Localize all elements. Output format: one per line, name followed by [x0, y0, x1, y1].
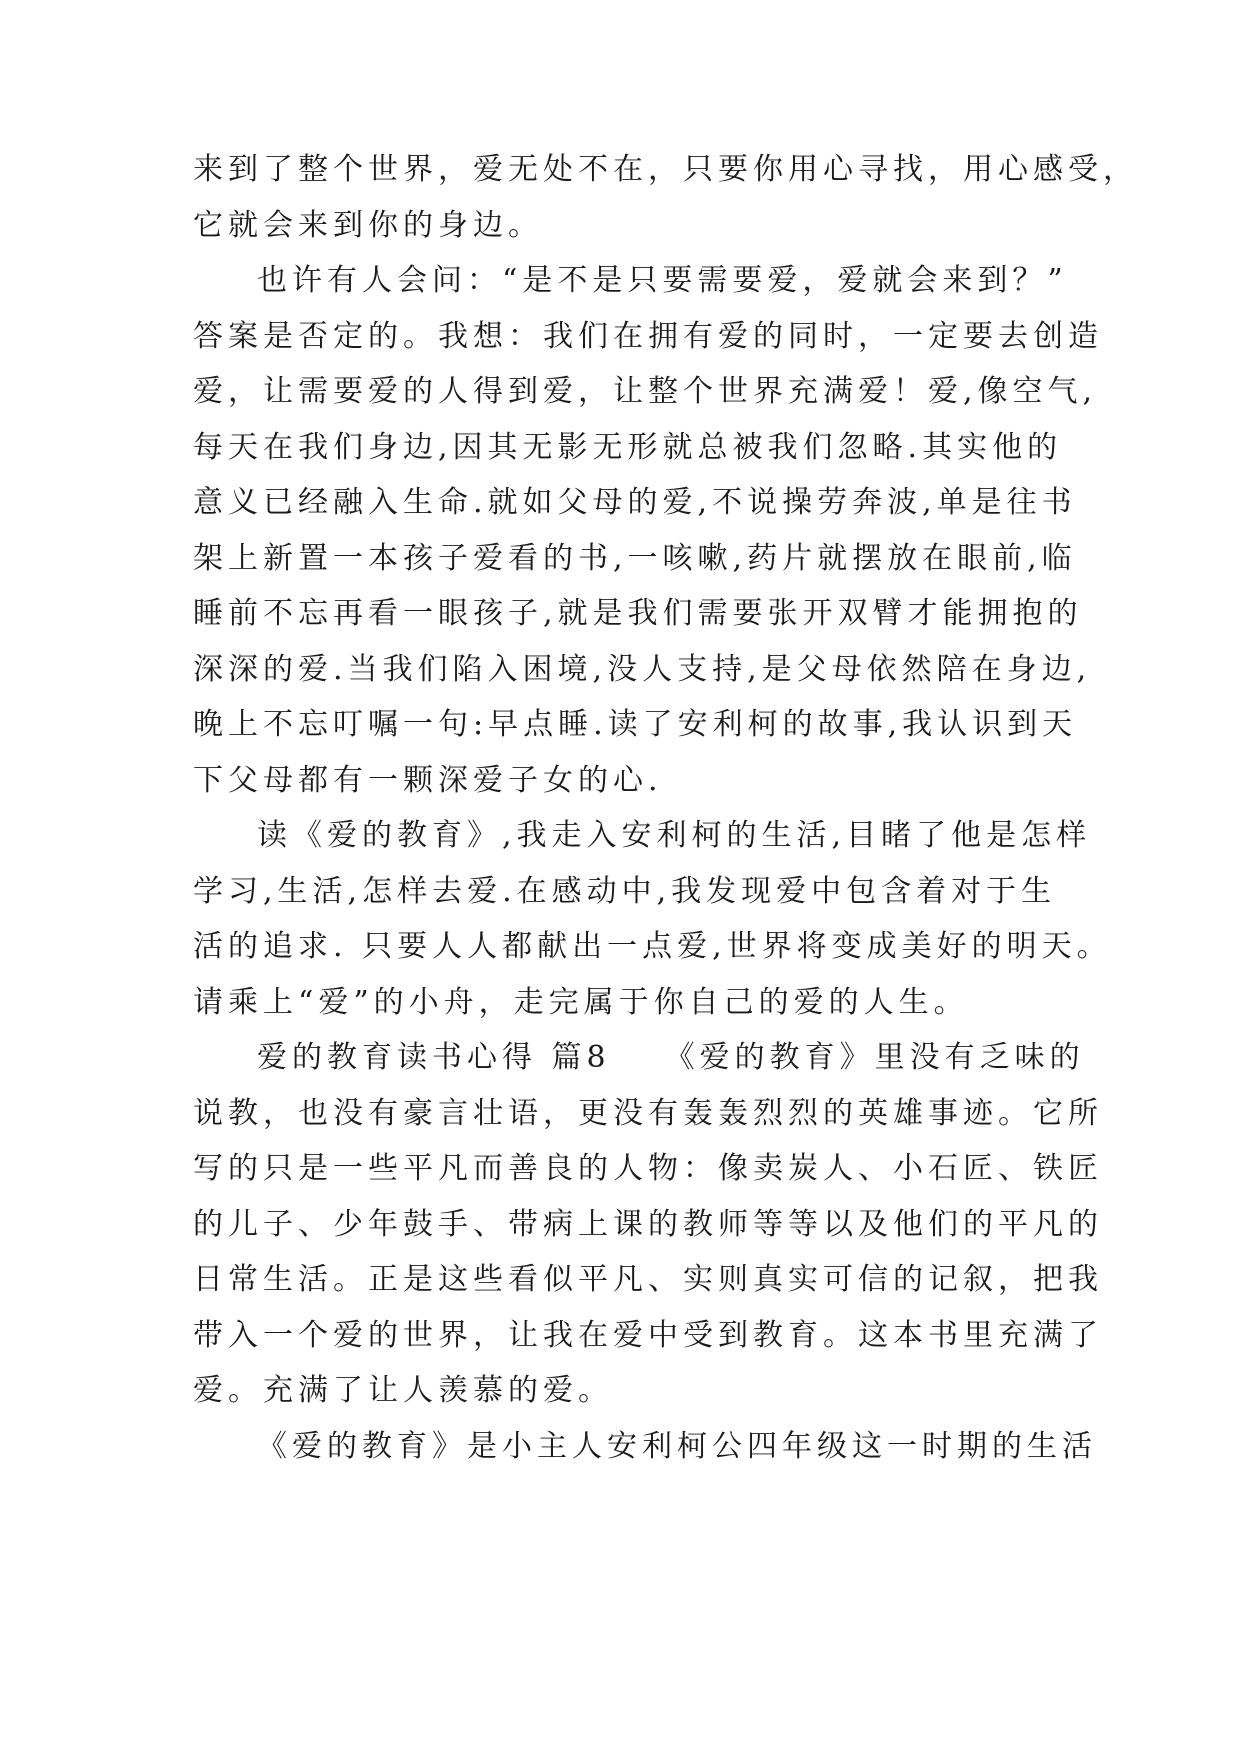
text-line: 学习,生活,怎样去爱.在感动中,我发现爱中包含着对于生 — [193, 873, 1057, 909]
section-first-line — [193, 1030, 1085, 1086]
text-line: 它就会来到你的身边。 — [193, 207, 543, 243]
text-line: 答案是否定的。我想：我们在拥有爱的同时，一定要去创造 — [193, 318, 1103, 354]
text-line: 也许有人会问：“是不是只要需要爱，爱就会来到？” — [257, 263, 1068, 298]
text-line: 的儿子、少年鼓手、带病上课的教师等等以及他们的平凡的 — [193, 1206, 1103, 1242]
text-line: 来到了整个世界，爱无处不在，只要你用心寻找，用心感受， — [193, 152, 1138, 187]
text-line: 请乘上“爱”的小舟，走完属于你自己的爱的人生。 — [193, 984, 969, 1020]
document-page — [193, 142, 1138, 1474]
text-line: 晚上不忘叮嘱一句:早点睡.读了安利柯的故事,我认识到天 — [193, 707, 1078, 742]
text-line: 活的追求. 只要人人都献出一点爱,世界将变成美好的明天。 — [193, 929, 1112, 964]
text-line: 意义已经融入生命.就如父母的爱,不说操劳奔波,单是往书 — [193, 485, 1077, 520]
last-paragraph — [193, 1419, 1097, 1475]
paragraph-2 — [193, 253, 1103, 808]
text-line: 读《爱的教育》,我走入安利柯的生活,目睹了他是怎样 — [257, 818, 1092, 853]
text-line: 带入一个爱的世界，让我在爱中受到教育。这本书里充满了 — [193, 1317, 1103, 1353]
section-first-line-text: 《爱的教育》里没有乏味的 — [664, 1040, 1085, 1075]
text-line: 爱。充满了让人羡慕的爱。 — [193, 1373, 613, 1408]
text-line: 写的只是一些平凡而善良的人物：像卖炭人、小石匠、铁匠 — [193, 1151, 1103, 1186]
section-paragraph — [193, 1030, 1103, 1419]
text-line: 睡前不忘再看一眼孩子,就是我们需要张开双臂才能拥抱的 — [193, 596, 1083, 631]
text-line: 下父母都有一颗深爱子女的心. — [193, 762, 663, 798]
text-line: 深深的爱.当我们陷入困境,没人支持,是父母依然陪在身边, — [193, 651, 1092, 687]
section-heading: 爱的教育读书心得 篇8 — [257, 1040, 611, 1075]
text-line: 架上新置一本孩子爱看的书,一咳嗽,药片就摆放在眼前,临 — [193, 540, 1077, 576]
paragraph-1 — [193, 142, 1138, 253]
text-line: 说教，也没有豪言壮语，更没有轰轰烈烈的英雄事迹。它所 — [193, 1095, 1103, 1131]
text-line: 《爱的教育》是小主人安利柯公四年级这一时期的生活 — [257, 1428, 1097, 1464]
text-line: 每天在我们身边,因其无影无形就总被我们忽略.其实他的 — [193, 429, 1063, 465]
paragraph-3 — [193, 808, 1112, 1030]
text-line: 爱，让需要爱的人得到爱，让整个世界充满爱！爱,像空气, — [193, 374, 1098, 409]
text-line: 日常生活。正是这些看似平凡、实则真实可信的记叙，把我 — [193, 1262, 1103, 1297]
